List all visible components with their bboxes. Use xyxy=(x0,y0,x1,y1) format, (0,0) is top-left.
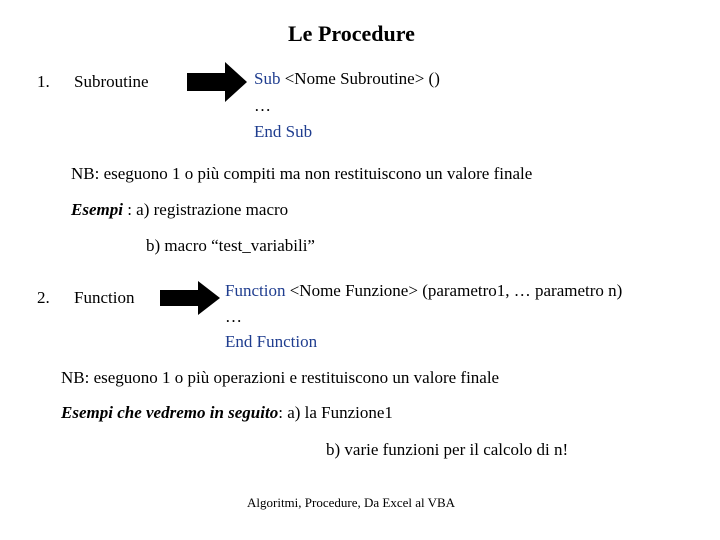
item-1-examples-line2: b) macro “test_variabili” xyxy=(146,236,315,255)
item-1-code-line2: … xyxy=(254,96,271,115)
slide-title: Le Procedure xyxy=(288,21,415,46)
slide-footer: Algoritmi, Procedure, Da Excel al VBA xyxy=(247,495,456,510)
item-2-number: 2. xyxy=(37,288,50,307)
item-1-examples-line1: : a) registrazione macro xyxy=(122,200,289,219)
keyword-function: Function xyxy=(225,281,286,300)
arrow-icon xyxy=(160,281,220,315)
item-1-code-line3: End Sub xyxy=(254,122,313,141)
item-2-note: NB: eseguono 1 o più operazioni e restituiscono un valore finale xyxy=(61,368,500,387)
item-2-code-line1 xyxy=(225,281,622,301)
item-1-note: NB: eseguono 1 o più compiti ma non restituiscono un valore finale xyxy=(71,164,533,183)
function-signature: <Nome Funzione> (parametro1, … parametro n) xyxy=(285,281,623,300)
item-2-examples-label: Esempi che vedremo in seguito xyxy=(61,403,279,422)
item-2-examples-line1: : a) la Funzione1 xyxy=(278,403,393,422)
item-1-code-line1 xyxy=(254,69,440,89)
item-2-label: Function xyxy=(74,288,135,307)
item-1-examples xyxy=(71,200,288,220)
item-2-examples-line2: b) varie funzioni per il calcolo di n! xyxy=(326,440,569,459)
arrow-icon xyxy=(187,62,247,102)
item-1-number: 1. xyxy=(37,72,50,91)
item-1-label: Subroutine xyxy=(74,72,149,91)
item-2-code-line2: … xyxy=(225,307,242,326)
item-1-examples-label: Esempi xyxy=(71,200,123,219)
item-2-examples xyxy=(61,403,393,423)
keyword-sub: Sub xyxy=(254,69,281,88)
item-2-code-line3: End Function xyxy=(225,332,318,351)
subroutine-signature: <Nome Subroutine> () xyxy=(280,69,440,88)
